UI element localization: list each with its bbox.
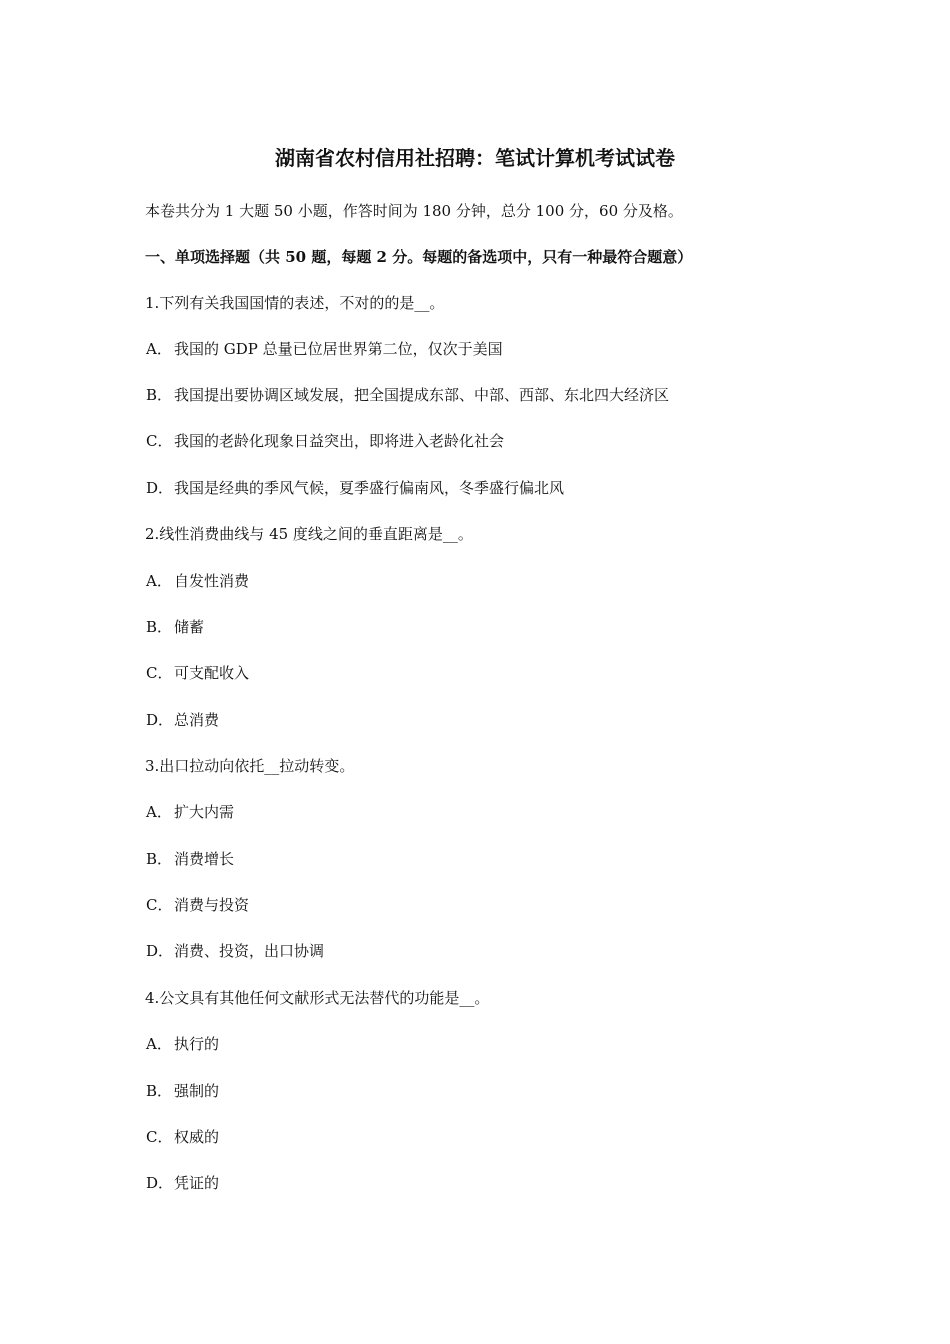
question-4-option-b [146, 1080, 219, 1102]
option-letter: B． [146, 386, 173, 404]
question-1-option-d [146, 477, 564, 499]
option-text: 可支配收入 [174, 664, 250, 682]
option-text: 强制的 [174, 1082, 220, 1100]
exam-intro: 本卷共分为 1 大题 50 小题，作答时间为 180 分钟，总分 100 分，60 分及格。 [145, 202, 683, 220]
option-text: 消费与投资 [174, 896, 250, 914]
option-letter: A． [146, 572, 172, 590]
question-3-option-b [146, 848, 234, 870]
question-3-option-c [146, 894, 249, 916]
option-letter: A． [146, 340, 172, 358]
question-4-option-c [146, 1126, 219, 1148]
question-4-option-d [146, 1172, 219, 1194]
question-4-stem: 4.公文具有其他任何文献形式无法替代的功能是__。 [145, 989, 490, 1007]
option-letter: B． [146, 850, 173, 868]
question-1-option-a [146, 338, 503, 360]
option-text: 权威的 [174, 1128, 220, 1146]
option-text: 我国提出要协调区域发展，把全国提成东部、中部、西部、东北四大经济区 [174, 386, 670, 404]
question-4-option-a [146, 1033, 219, 1055]
question-2-option-b [146, 616, 204, 638]
option-text: 我国的老龄化现象日益突出，即将进入老龄化社会 [174, 432, 505, 450]
option-letter: C． [146, 896, 173, 914]
option-text: 消费增长 [174, 850, 235, 868]
question-2-stem: 2.线性消费曲线与 45 度线之间的垂直距离是__。 [145, 525, 473, 543]
question-3-stem: 3.出口拉动向依托__拉动转变。 [145, 757, 355, 775]
option-text: 消费、投资，出口协调 [174, 942, 325, 960]
option-text: 总消费 [174, 711, 220, 729]
question-3-option-d [146, 940, 324, 962]
option-letter: C． [146, 432, 173, 450]
option-letter: A． [146, 1035, 172, 1053]
option-text: 储蓄 [174, 618, 205, 636]
question-2-option-a [146, 570, 249, 592]
document-title: 湖南省农村信用社招聘：笔试计算机考试试卷 [275, 146, 675, 170]
option-letter: D． [146, 1174, 174, 1192]
option-text: 我国的 GDP 总量已位居世界第二位，仅次于美国 [174, 340, 503, 358]
question-1-option-b [146, 384, 669, 406]
question-1-option-c [146, 430, 504, 452]
option-text: 自发性消费 [174, 572, 250, 590]
option-text: 凭证的 [174, 1174, 220, 1192]
question-2-option-d [146, 709, 219, 731]
question-2-option-c [146, 662, 249, 684]
option-letter: D． [146, 942, 174, 960]
option-letter: C． [146, 664, 173, 682]
section-header: 一、单项选择题（共 50 题，每题 2 分。每题的备选项中，只有一种最符合题意） [145, 248, 693, 266]
option-text: 扩大内需 [174, 803, 235, 821]
option-letter: D． [146, 711, 174, 729]
option-letter: C． [146, 1128, 173, 1146]
option-text: 我国是经典的季风气候，夏季盛行偏南风，冬季盛行偏北风 [174, 479, 565, 497]
option-text: 执行的 [174, 1035, 220, 1053]
option-letter: B． [146, 618, 173, 636]
option-letter: D． [146, 479, 174, 497]
option-letter: B． [146, 1082, 173, 1100]
option-letter: A． [146, 803, 172, 821]
question-1-stem: 1.下列有关我国国情的表述，不对的的是__。 [145, 294, 445, 312]
question-3-option-a [146, 801, 234, 823]
